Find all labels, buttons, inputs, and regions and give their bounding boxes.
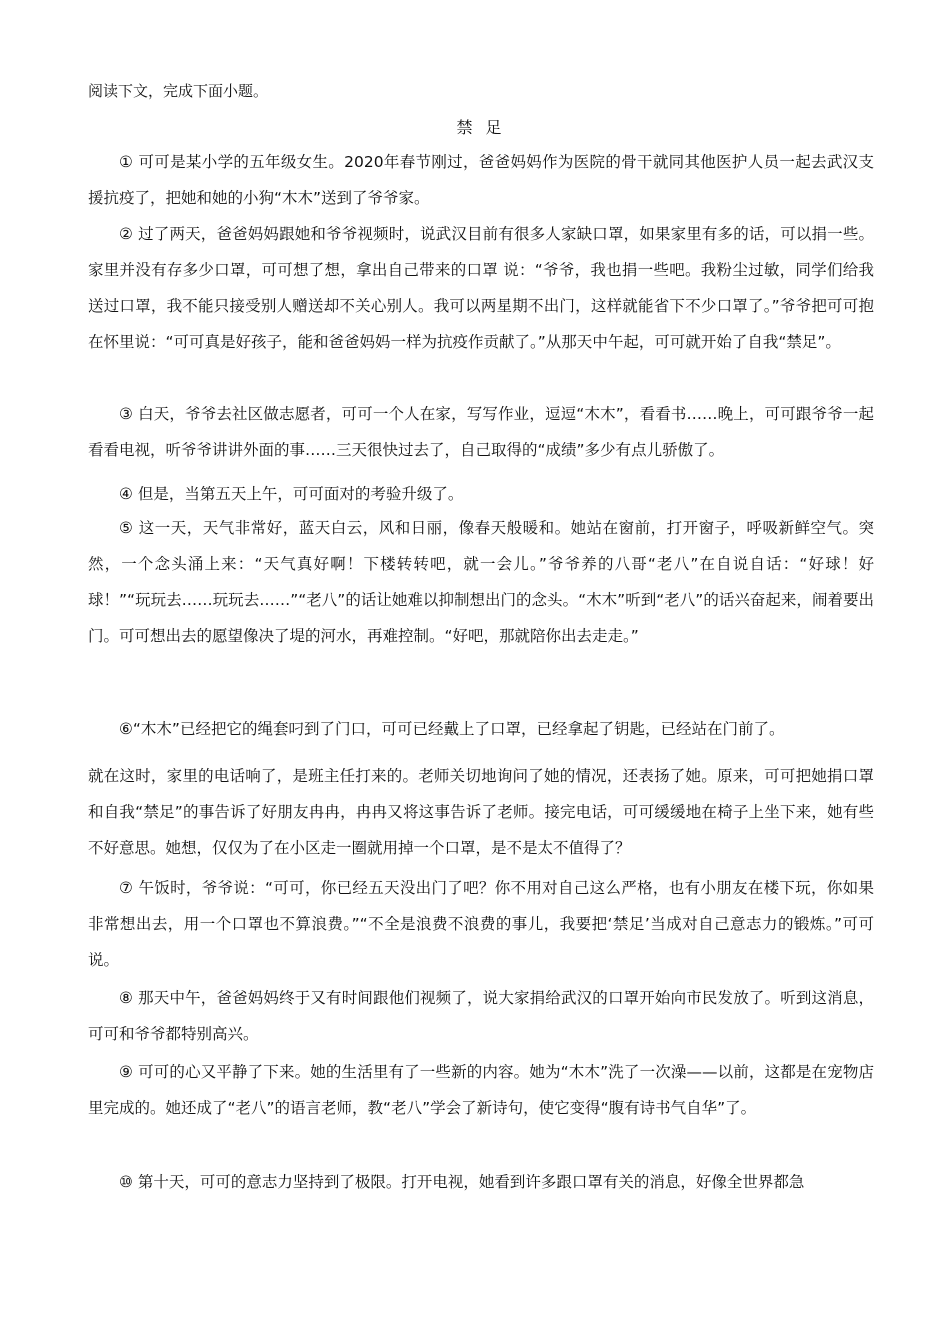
paragraph-9: ⑨ 可可的心又平静了下来。她的生活里有了一些新的内容。她为“木木”洗了一次澡——以前，这都是在宠物店里完成的。她还成了“老八”的语言老师，教“老八”学会了新诗句，使它变得“腹有诗书气自华”了。 — [88, 1063, 874, 1117]
paragraph-3: ③ 白天，爷爷去社区做志愿者，可可一个人在家，写写作业，逗逗“木木”，看看书……晚上，可可跟爷爷一起看看电视，听爷爷讲讲外面的事……三天很快过去了，自己取得的“成绩”多少有点儿骄傲了。 — [88, 405, 874, 459]
paragraph-8: ⑧ 那天中午，爸爸妈妈终于又有时间跟他们视频了，说大家捐给武汉的口罩开始向市民发放了。听到这消息，可可和爷爷都特别高兴。 — [88, 989, 874, 1043]
paragraph-4: ④ 但是，当第五天上午，可可面对的考验升级了。 — [119, 485, 464, 503]
instruction-text: 阅读下文，完成下面小题。 — [88, 82, 269, 100]
paragraph-6-continued: 就在这时，家里的电话响了，是班主任打来的。老师关切地询问了她的情况，还表扬了她。原来，可可把她捐口罩和自我“禁足”的事告诉了好朋友冉冉，冉冉又将这事告诉了老师。接完电话，可可缓缓地在椅子上坐下来，她有些不好意思。她想，仅仅为了在小区走一圈就用掉一个口罩，是不是太不值得了？ — [88, 767, 874, 857]
paragraph-6: ⑥“木木”已经把它的绳套叼到了门口，可可已经戴上了口罩，已经拿起了钥匙，已经站在门前了。 — [119, 720, 785, 738]
paragraph-5: ⑤ 这一天，天气非常好，蓝天白云，风和日丽，像春天般暖和。她站在窗前，打开窗子，呼吸新鲜空气。突然，一个念头涌上来：“天气真好啊！下楼转转吧，就一会儿。”爷爷养的八哥“老八”在自说自话：“好球！好球！”“玩玩去……玩玩去……”“老八”的话让她难以抑制想出门的念头。“木木”听到“老八”的话兴奋起来，闹着要出门。可可想出去的愿望像决了堤的河水，再难控制。“好吧，那就陪你出去走走。” — [88, 519, 874, 645]
paragraph-10: ⑩ 第十天，可可的意志力坚持到了极限。打开电视，她看到许多跟口罩有关的消息，好像全世界都急 — [119, 1173, 805, 1191]
paragraph-7: ⑦ 午饭时，爷爷说：“可可，你已经五天没出门了吧？你不用对自己这么严格，也有小朋友在楼下玩，你如果非常想出去，用一个口罩也不算浪费。”“不全是浪费不浪费的事儿，我要把‘禁足’当成对自己意志力的锻炼。”可可说。 — [88, 879, 874, 969]
paragraph-2: ② 过了两天，爸爸妈妈跟她和爷爷视频时，说武汉目前有很多人家缺口罩，如果家里有多的话，可以捐一些。家里并没有存多少口罩，可可想了想，拿出自己带来的口罩 说：“爷爷，我也捐一些吧。我粉尘过敏，同学们给我送过口罩，我不能只接受别人赠送却不关心别人。我可以两星期不出门，这样就能省下不少口罩了。”爷爷把可可抱在怀里说：“可可真是好孩子，能和爸爸妈妈一样为抗疫作贡献了。”从那天中午起，可可就开始了自我“禁足”。 — [88, 225, 874, 351]
paragraph-1: ① 可可是某小学的五年级女生。2020年春节刚过，爸爸妈妈作为医院的骨干就同其他医护人员一起去武汉支援抗疫了，把她和她的小狗“木木”送到了爷爷家。 — [88, 153, 874, 207]
story-title: 禁 足 — [456, 118, 506, 137]
